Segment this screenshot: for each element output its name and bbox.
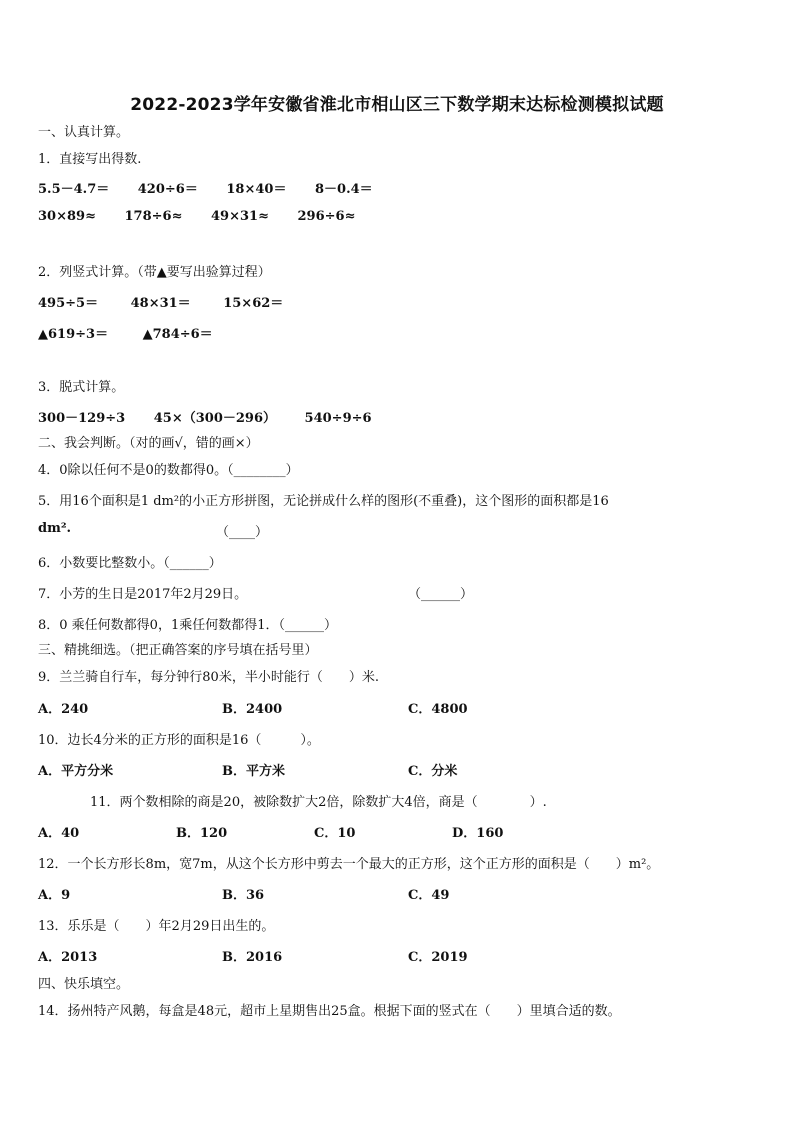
question-7-answer-blank[interactable]: （______） — [408, 587, 474, 602]
calc-item: 540÷9÷6 — [304, 411, 372, 426]
question-9-stem: 9．兰兰骑自行车，每分钟行80米，半小时能行（ ）米. — [38, 670, 379, 685]
option-c[interactable]: C．10 — [314, 826, 356, 841]
question-3-stem: 3．脱式计算。 — [38, 380, 125, 395]
calc-item: 18×40＝ — [226, 182, 287, 197]
question-2-row-2 — [38, 323, 213, 342]
calc-item: 45×（300－296） — [153, 411, 277, 426]
calc-item: 5.5－4.7＝ — [38, 182, 110, 197]
option-c[interactable]: C．4800 — [408, 702, 468, 717]
question-5-line-1: 5．用16个面积是1 dm²的小正方形拼图，无论拼成什么样的图形(不重叠)，这个图形的面积都是16 — [38, 494, 609, 509]
section-heading-2: 二、我会判断。（对的画√，错的画×） — [38, 436, 259, 451]
question-5-answer-blank[interactable]: （____） — [216, 525, 269, 540]
option-b[interactable]: B．36 — [222, 888, 265, 903]
option-b[interactable]: B．2400 — [222, 702, 283, 717]
question-4: 4．0除以任何不是0的数都得0。（________） — [38, 463, 299, 478]
calc-item: ▲784÷6＝ — [142, 327, 213, 342]
question-14-stem: 14．扬州特产风鹅，每盒是48元，超市上星期售出25盒。根据下面的竖式在（ ）里填合适的数。 — [38, 1004, 621, 1019]
section-heading-4: 四、快乐填空。 — [38, 977, 130, 992]
question-13-stem: 13．乐乐是（ ）年2月29日出生的。 — [38, 919, 275, 934]
question-2-row-1 — [38, 292, 283, 311]
calc-item: 48×31＝ — [130, 296, 191, 311]
calc-item: ▲619÷3＝ — [38, 327, 109, 342]
question-1-row-1 — [38, 178, 373, 197]
option-a[interactable]: A．9 — [38, 888, 71, 903]
question-12-stem: 12．一个长方形长8m，宽7m，从这个长方形中剪去一个最大的正方形，这个正方形的面积是（ ）m²。 — [38, 857, 660, 872]
calc-item: 49×31≈ — [211, 209, 269, 224]
option-d[interactable]: D．160 — [452, 826, 504, 841]
page-title: 2022-2023学年安徽省淮北市相山区三下数学期末达标检测模拟试题 — [130, 95, 664, 115]
section-heading-3: 三、精挑细选。（把正确答案的序号填在括号里） — [38, 643, 318, 658]
calc-item: 495÷5＝ — [38, 296, 99, 311]
calc-item: 30×89≈ — [38, 209, 96, 224]
option-a[interactable]: A．平方分米 — [38, 764, 114, 779]
option-c[interactable]: C．分米 — [408, 764, 458, 779]
calc-item: 296÷6≈ — [297, 209, 356, 224]
question-2-stem: 2．列竖式计算。（带▲要写出验算过程） — [38, 265, 271, 280]
question-6: 6．小数要比整数小。（______） — [38, 556, 222, 571]
question-8: 8．0 乘任何数都得0，1乘任何数都得1．（______） — [38, 618, 337, 633]
option-c[interactable]: C．49 — [408, 888, 450, 903]
option-c[interactable]: C．2019 — [408, 950, 468, 965]
calc-item: 300－129÷3 — [38, 411, 126, 426]
option-b[interactable]: B．平方米 — [222, 764, 285, 779]
section-heading-1: 一、认真计算。 — [38, 125, 130, 140]
option-a[interactable]: A．2013 — [38, 950, 98, 965]
question-11-stem: 11．两个数相除的商是20，被除数扩大2倍，除数扩大4倍，商是（ ）. — [90, 795, 547, 810]
calc-item: 178÷6≈ — [124, 209, 183, 224]
question-1-stem: 1．直接写出得数. — [38, 152, 142, 167]
calc-item: 420÷6＝ — [137, 182, 198, 197]
question-3-row-1 — [38, 407, 372, 426]
option-b[interactable]: B．2016 — [222, 950, 283, 965]
option-a[interactable]: A．240 — [38, 702, 89, 717]
question-7: 7．小芳的生日是2017年2月29日。 — [38, 587, 248, 602]
option-b[interactable]: B．120 — [176, 826, 228, 841]
question-5-line-2: dm². — [38, 521, 72, 536]
question-1-row-2 — [38, 209, 355, 224]
calc-item: 8－0.4＝ — [314, 182, 373, 197]
option-a[interactable]: A．40 — [38, 826, 80, 841]
calc-item: 15×62＝ — [223, 296, 284, 311]
question-10-stem: 10．边长4分米的正方形的面积是16（ ）。 — [38, 733, 320, 748]
